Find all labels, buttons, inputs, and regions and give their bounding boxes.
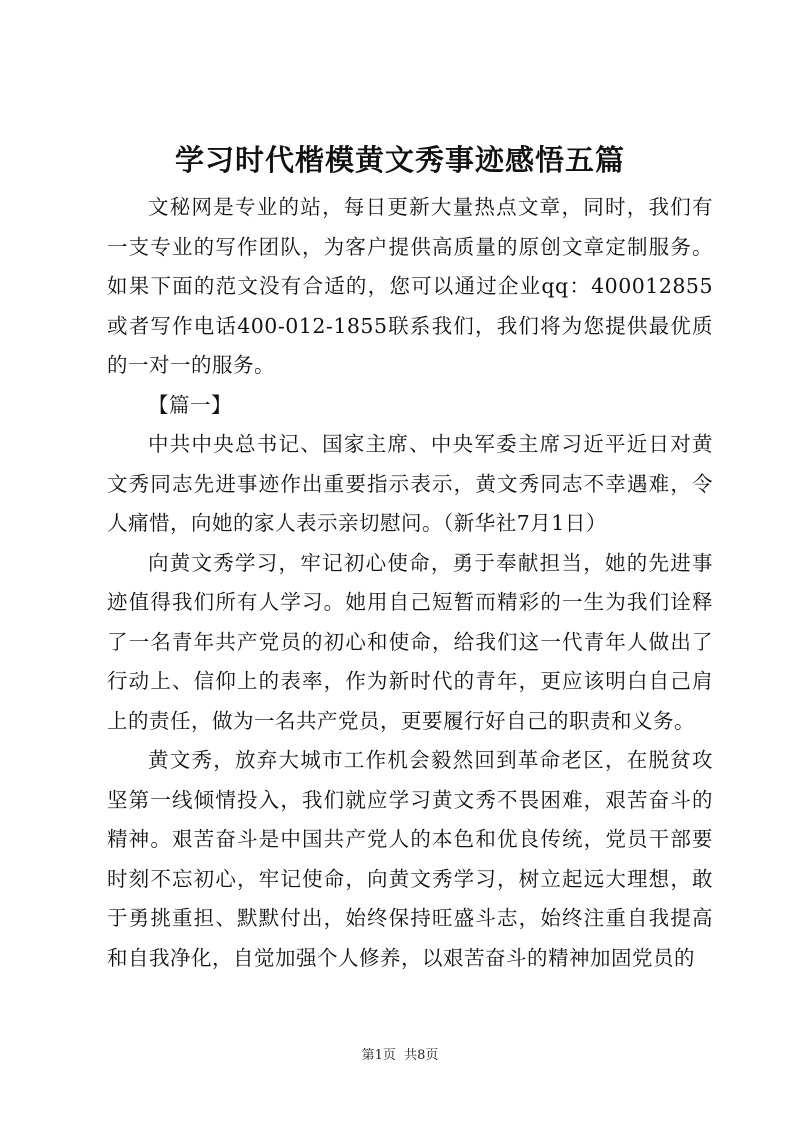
page-footer (0, 1046, 800, 1066)
body-paragraph: 向黄文秀学习，牢记初心使命，勇于奉献担当，她的先进事迹值得我们所有人学习。她用自己短暂而精彩的一生为我们诠释了一名青年共产党员的初心和使命，给我们这一代青年人做出了行动上、信仰上的表率，作为新时代的青年，更应该明白自己肩上的责任，做为一名共产党员，更要履行好自己的职责和义务。 (107, 550, 713, 733)
document-title: 学习时代楷模黄文秀事迹感悟五篇 (174, 143, 625, 177)
intro-paragraph: 文秘网是专业的站，每日更新大量热点文章，同时，我们有一支专业的写作团队，为客户提供高质量的原创文章定制服务。如果下面的范文没有合适的，您可以通过企业qq：400012855或者写作电话400-012-1855联系我们，我们将为您提供最优质的一对一的服务。 (107, 195, 713, 377)
document-body (107, 188, 713, 978)
page-total: 共8页 (404, 1048, 439, 1063)
body-paragraph: 中共中央总书记、国家主席、中央军委主席习近平近日对黄文秀同志先进事迹作出重要指示表示，黄文秀同志不幸遇难，令人痛惜，向她的家人表示亲切慰问。（新华社7月1日） (107, 432, 713, 535)
body-paragraph: 黄文秀，放弃大城市工作机会毅然回到革命老区，在脱贫攻坚第一线倾情投入，我们就应学习黄文秀不畏困难，艰苦奋斗的精神。艰苦奋斗是中国共产党人的本色和优良传统，党员干部要时刻不忘初心，牢记使命，向黄文秀学习，树立起远大理想，敢于勇挑重担、默默付出，始终保持旺盛斗志，始终注重自我提高和自我净化，自觉加强个人修养，以艰苦奋斗的精神加固党员的 (107, 748, 713, 970)
section-heading: 【篇一】 (148, 392, 232, 417)
page-number: 第1页 (361, 1048, 396, 1063)
